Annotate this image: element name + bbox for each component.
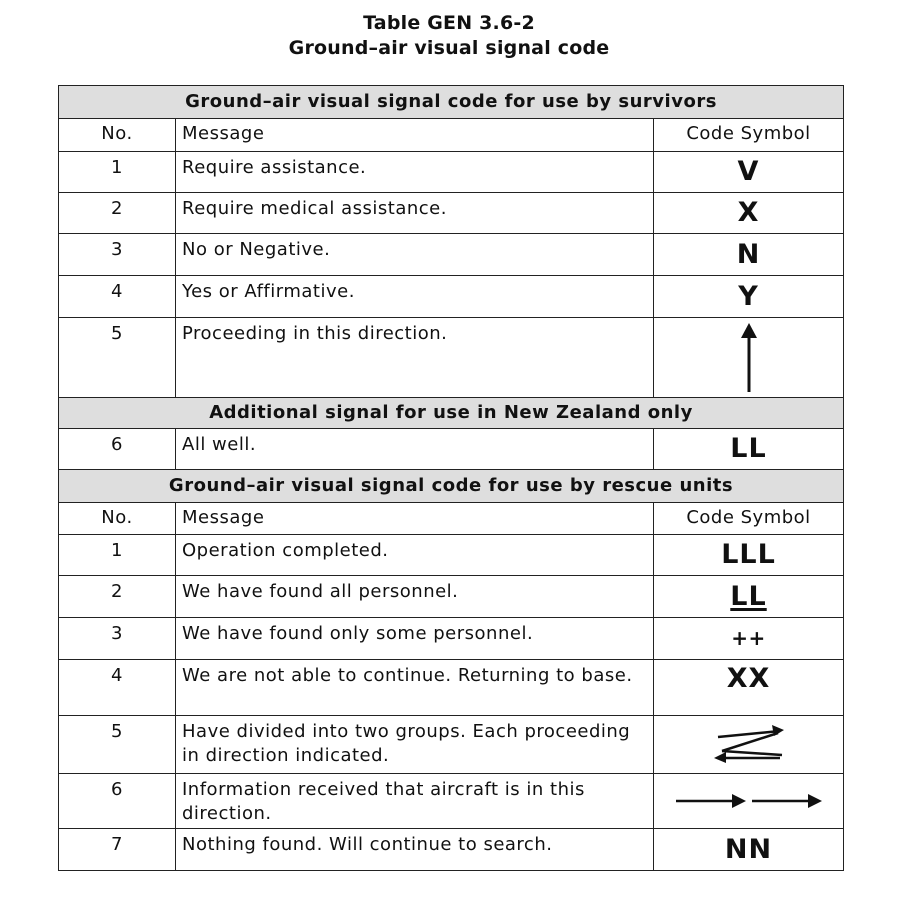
row-message: All well. — [176, 429, 654, 470]
table-caption — [0, 11, 898, 61]
rescue-heading: Ground–air visual signal code for use by rescue units — [59, 470, 844, 503]
table-row — [59, 618, 844, 660]
code-symbol-cell — [654, 716, 844, 774]
nz-section-header — [59, 398, 844, 429]
table-row — [59, 429, 844, 470]
row-message: Operation completed. — [176, 535, 654, 576]
code-symbol: V — [737, 156, 760, 187]
code-symbol: X — [737, 197, 760, 228]
code-symbol: NN — [724, 833, 773, 865]
row-number: 2 — [59, 576, 176, 618]
row-number: 3 — [59, 618, 176, 660]
row-number: 3 — [59, 234, 176, 276]
col-header-message: Message — [176, 119, 654, 152]
table-title: Ground–air visual signal code — [288, 37, 610, 59]
survivors-column-headers — [59, 119, 844, 152]
code-symbol: LLL — [721, 539, 776, 570]
row-message: Have divided into two groups. Each proceeding in direction indicated. — [176, 716, 654, 774]
row-number: 5 — [59, 318, 176, 398]
row-number: 5 — [59, 716, 176, 774]
col-header-no: No. — [59, 503, 176, 535]
up-arrow-icon — [739, 322, 759, 394]
row-number: 4 — [59, 276, 176, 318]
row-message: Nothing found. Will continue to search. — [176, 829, 654, 871]
table-number: Table GEN 3.6-2 — [363, 12, 535, 34]
table-row — [59, 716, 844, 774]
row-message: Require medical assistance. — [176, 193, 654, 234]
code-symbol: LL — [730, 580, 767, 612]
code-symbol-cell — [654, 318, 844, 398]
code-symbol: N — [736, 238, 761, 270]
rescue-column-headers — [59, 503, 844, 535]
code-symbol: ++ — [731, 625, 766, 650]
row-message: We have found all personnel. — [176, 576, 654, 618]
code-symbol-cell — [654, 618, 844, 660]
row-number: 4 — [59, 660, 176, 716]
code-symbol-cell — [654, 429, 844, 470]
double-right-arrow-icon — [674, 791, 824, 811]
code-symbol-cell — [654, 276, 844, 318]
row-number: 6 — [59, 429, 176, 470]
row-number: 6 — [59, 774, 176, 829]
split-arrows-icon — [712, 725, 786, 765]
survivors-section-header — [59, 86, 844, 119]
code-symbol-cell — [654, 193, 844, 234]
table-row — [59, 276, 844, 318]
table-row — [59, 234, 844, 276]
col-header-message: Message — [176, 503, 654, 535]
code-symbol-cell — [654, 152, 844, 193]
table-row — [59, 318, 844, 398]
row-message: No or Negative. — [176, 234, 654, 276]
code-symbol: Y — [738, 280, 759, 312]
row-message: We are not able to continue. Returning to base. — [176, 660, 654, 716]
row-message: Proceeding in this direction. — [176, 318, 654, 398]
row-message: We have found only some personnel. — [176, 618, 654, 660]
col-header-no: No. — [59, 119, 176, 152]
table-row — [59, 152, 844, 193]
signal-code-table — [58, 85, 844, 871]
row-number: 1 — [59, 535, 176, 576]
row-message: Yes or Affirmative. — [176, 276, 654, 318]
code-symbol-cell — [654, 576, 844, 618]
code-symbol-cell — [654, 535, 844, 576]
row-message: Require assistance. — [176, 152, 654, 193]
row-number: 2 — [59, 193, 176, 234]
code-symbol-cell — [654, 234, 844, 276]
col-header-code-symbol: Code Symbol — [654, 503, 844, 535]
code-symbol: LL — [730, 433, 767, 464]
col-header-code-symbol: Code Symbol — [654, 119, 844, 152]
rescue-section-header — [59, 470, 844, 503]
row-number: 1 — [59, 152, 176, 193]
code-symbol-cell — [654, 660, 844, 716]
table-row — [59, 193, 844, 234]
row-number: 7 — [59, 829, 176, 871]
table-row — [59, 829, 844, 871]
nz-heading: Additional signal for use in New Zealand only — [59, 398, 844, 429]
table-row — [59, 660, 844, 716]
code-symbol: XX — [726, 663, 771, 694]
table-row — [59, 535, 844, 576]
row-message: Information received that aircraft is in this direction. — [176, 774, 654, 829]
table-row — [59, 576, 844, 618]
table-row — [59, 774, 844, 829]
code-symbol-cell — [654, 774, 844, 829]
survivors-heading: Ground–air visual signal code for use by survivors — [59, 86, 844, 119]
code-symbol-cell — [654, 829, 844, 871]
